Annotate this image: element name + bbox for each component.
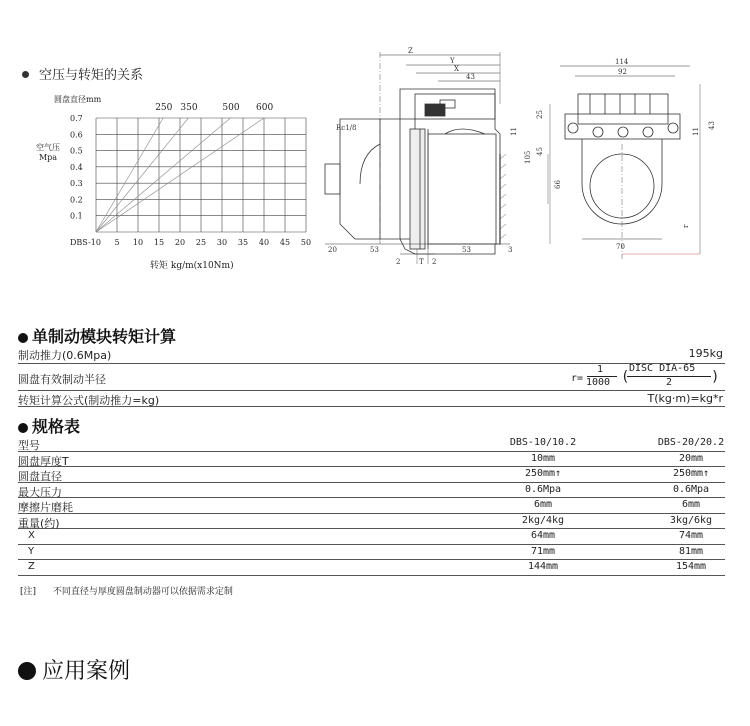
fraction-2-den: 2 bbox=[666, 377, 673, 388]
spec-label: 型号 bbox=[18, 439, 40, 452]
dim-2b: 2 bbox=[432, 258, 437, 266]
dim-45: 45 bbox=[536, 147, 544, 156]
y-tick-label: 0.2 bbox=[70, 195, 83, 205]
spec-note bbox=[20, 584, 233, 597]
spec-col1: 6mm bbox=[533, 499, 553, 510]
dim-114: 114 bbox=[615, 58, 629, 66]
spec-col1: 0.6Mpa bbox=[524, 483, 562, 495]
spec-row bbox=[18, 545, 725, 561]
dim-105: 105 bbox=[524, 150, 532, 164]
dim-rc: Rc1/8 bbox=[336, 124, 357, 132]
row-label: 转矩计算公式(制动推力=kg) bbox=[18, 394, 160, 407]
row-label: 圆盘有效制动半径 bbox=[18, 373, 106, 386]
spec-col1: 64mm bbox=[530, 530, 556, 541]
series-line-250 bbox=[96, 118, 163, 232]
x-tick-label: 40 bbox=[258, 238, 270, 247]
chart-grid bbox=[96, 118, 306, 232]
radius-formula: r= 1 1000 ( DISC DIA-65 2 ) bbox=[571, 363, 720, 388]
dim-66: 66 bbox=[554, 180, 562, 189]
note-text: 不同直径与厚度圆盘制动器可以依据需求定制 bbox=[52, 587, 233, 597]
spec-row bbox=[18, 514, 725, 530]
x-tick-label: 25 bbox=[195, 238, 207, 247]
series-label-250: 250 bbox=[155, 103, 173, 113]
bullet-icon bbox=[22, 71, 29, 78]
spec-row bbox=[18, 452, 725, 468]
spec-label: 重量(约) bbox=[18, 516, 60, 530]
spec-col1: 71mm bbox=[530, 545, 556, 557]
spec-col2: 250mm↑ bbox=[672, 468, 710, 479]
note-tag: [注] bbox=[20, 587, 37, 597]
fraction-2-num: DISC DIA-65 bbox=[629, 363, 696, 374]
dim-92: 92 bbox=[618, 68, 627, 76]
y-tick-label: 0.3 bbox=[70, 179, 83, 189]
dim-20: 20 bbox=[328, 246, 337, 254]
spec-section-title: 规格表 bbox=[18, 414, 80, 437]
dim-r: r bbox=[682, 224, 690, 228]
x-tick-label: 10 bbox=[132, 238, 144, 247]
spec-col2: 20mm bbox=[678, 452, 704, 464]
bullet-icon bbox=[18, 662, 36, 680]
spec-col2: 3kg/6kg bbox=[669, 514, 713, 526]
spec-row bbox=[18, 560, 725, 576]
x-tick-label: 20 bbox=[174, 238, 186, 247]
x-model-label: DBS-10 bbox=[70, 238, 101, 247]
pressure-label: 空气压 Mpa bbox=[36, 143, 60, 162]
spec-label: Y bbox=[28, 545, 35, 557]
spec-col2: 6mm bbox=[681, 499, 701, 510]
spec-col1: DBS-10/10.2 bbox=[509, 437, 577, 448]
spec-row bbox=[18, 467, 725, 483]
series-label-350: 350 bbox=[180, 103, 198, 113]
torque-section-title: 单制动模块转矩计算 bbox=[18, 324, 176, 347]
spec-col1: 2kg/4kg bbox=[521, 514, 565, 526]
dim-2a: 2 bbox=[396, 258, 401, 266]
y-tick-label: 0.1 bbox=[70, 211, 83, 221]
y-tick-label: 0.5 bbox=[70, 146, 83, 156]
series-label-600: 600 bbox=[256, 103, 274, 113]
x-tick-label: 50 bbox=[300, 238, 312, 247]
y-tick-label: 0.6 bbox=[70, 130, 83, 140]
x-tick-label: 5 bbox=[114, 238, 120, 247]
dim-x: X bbox=[454, 65, 459, 73]
technical-drawing bbox=[320, 44, 730, 270]
spec-row bbox=[18, 483, 725, 499]
dim-11b: 11 bbox=[692, 127, 700, 136]
spec-col1: 250mm↑ bbox=[524, 468, 562, 479]
x-tick-label: 45 bbox=[279, 238, 291, 247]
torque-chart bbox=[0, 98, 320, 258]
side-view bbox=[325, 52, 513, 264]
spec-label: Z bbox=[28, 561, 35, 572]
dim-43r: 43 bbox=[708, 121, 716, 130]
spec-col2: 74mm bbox=[678, 530, 704, 541]
spec-label: 圆盘直径 bbox=[18, 470, 62, 483]
spec-label: 最大压力 bbox=[18, 485, 62, 499]
dim-53b: 53 bbox=[462, 246, 471, 254]
fraction-1-num: 1 bbox=[597, 364, 604, 375]
spec-col2: DBS-20/20.2 bbox=[657, 437, 725, 448]
fraction-1-den: 1000 bbox=[586, 377, 611, 388]
torque-axis-label: 转矩 kg/m(x10Nm) bbox=[150, 261, 234, 271]
spec-col1: 10mm bbox=[530, 452, 556, 464]
row-label: 制动推力(0.6Mpa) bbox=[18, 349, 112, 362]
disc-diameter-label: 圆盘直径mm bbox=[54, 95, 102, 104]
application-section-title: 应用案例 bbox=[18, 654, 130, 685]
x-tick-label: 35 bbox=[237, 238, 249, 247]
torque-row-radius bbox=[18, 364, 725, 391]
x-tick-label: 15 bbox=[153, 238, 165, 247]
spec-col1: 144mm bbox=[527, 561, 559, 572]
dim-3: 3 bbox=[508, 246, 513, 254]
row-value: T(kg·m)=kg*r bbox=[647, 392, 723, 405]
spec-label: 圆盘厚度T bbox=[18, 454, 69, 468]
spec-header-row bbox=[18, 436, 725, 452]
dim-z: Z bbox=[408, 47, 413, 55]
series-label-500: 500 bbox=[222, 103, 240, 113]
front-view bbox=[548, 66, 700, 259]
x-tick-label: 30 bbox=[216, 238, 228, 247]
dim-t: T bbox=[419, 258, 424, 266]
formula-prefix: r= bbox=[571, 373, 584, 384]
dim-y: Y bbox=[450, 57, 455, 65]
y-tick-label: 0.4 bbox=[70, 162, 83, 172]
bullet-icon bbox=[18, 423, 28, 433]
y-tick-label: 0.7 bbox=[70, 114, 83, 123]
spec-label: 摩擦片磨耗 bbox=[18, 501, 73, 514]
chart-section-title: 空压与转矩的关系 bbox=[22, 64, 143, 83]
torque-row-thrust bbox=[18, 346, 725, 364]
torque-row-formula bbox=[18, 391, 725, 407]
series-line-350 bbox=[96, 118, 188, 232]
bullet-icon bbox=[18, 333, 28, 343]
spec-row bbox=[18, 529, 725, 545]
spec-col2: 154mm bbox=[675, 561, 707, 572]
dim-25: 25 bbox=[536, 110, 544, 119]
spec-col2: 0.6Mpa bbox=[672, 483, 710, 495]
row-value: 195kg bbox=[688, 347, 723, 360]
series-line-500 bbox=[96, 118, 230, 232]
dim-53a: 53 bbox=[370, 246, 379, 254]
dim-43: 43 bbox=[466, 73, 475, 81]
dim-11a: 11 bbox=[510, 127, 518, 136]
spec-label: X bbox=[28, 530, 35, 541]
dim-70: 70 bbox=[616, 243, 625, 251]
spec-row bbox=[18, 498, 725, 514]
spec-col2: 81mm bbox=[678, 545, 704, 557]
